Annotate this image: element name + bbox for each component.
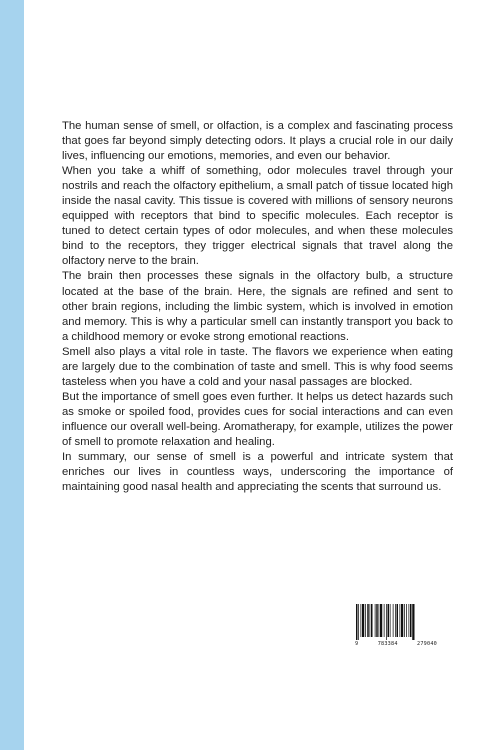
paragraph-2: When you take a whiff of something, odor molecules travel through your nostrils and reach the olfactory epithelium, a small patch of tissue located high inside the nasal cavity. This tissue is covered with millions of sensory neurons equipped with receptors that bind to specific molecules. Each receptor is tuned to detect certain types of odor molecules, and when these molecules bind to the receptors, they trigger electrical signals that travel along the olfactory nerve to the brain. [62,165,453,268]
book-spine-strip [0,0,24,750]
paragraph-1: The human sense of smell, or olfaction, is a complex and fascinating process that goes far beyond simply detecting odors. It plays a crucial role in our daily lives, influencing our emotions, memories, and even our behavior. [62,120,453,163]
barcode-bars [354,604,438,640]
paragraph-6: In summary, our sense of smell is a powerful and intricate system that enriches our lives in countless ways, underscoring the importance of maintaining good nasal health and appreciating the scents that surround us. [62,451,453,494]
barcode-digit-lead: 9 [355,641,359,647]
paragraph-5: But the importance of smell goes even further. It helps us detect hazards such as smoke or spoiled food, provides cues for social interactions and can even influence our overall well-being. Aromatherapy, for example, utilizes the power of smell to promote relaxation and healing. [62,390,453,448]
isbn-barcode [354,604,438,648]
paragraph-4: Smell also plays a vital role in taste. The flavors we experience when eating are largely due to the combination of taste and smell. This is why food seems tasteless when you have a cold and your nasal passages are blocked. [62,345,453,388]
paragraph-3: The brain then processes these signals in the olfactory bulb, a structure located at the base of the brain. Here, the signals are refined and sent to other brain regions, including the limbic system, which is involved in emotion and memory. This is why a particular smell can instantly transport you back to a childhood memory or evoke strong emotional reactions. [62,270,453,343]
body-text [62,119,453,495]
barcode-digit-left: 783384 [377,641,398,647]
barcode-digits [354,641,438,647]
back-cover-page [24,0,497,750]
barcode-digit-right: 279040 [417,641,437,647]
